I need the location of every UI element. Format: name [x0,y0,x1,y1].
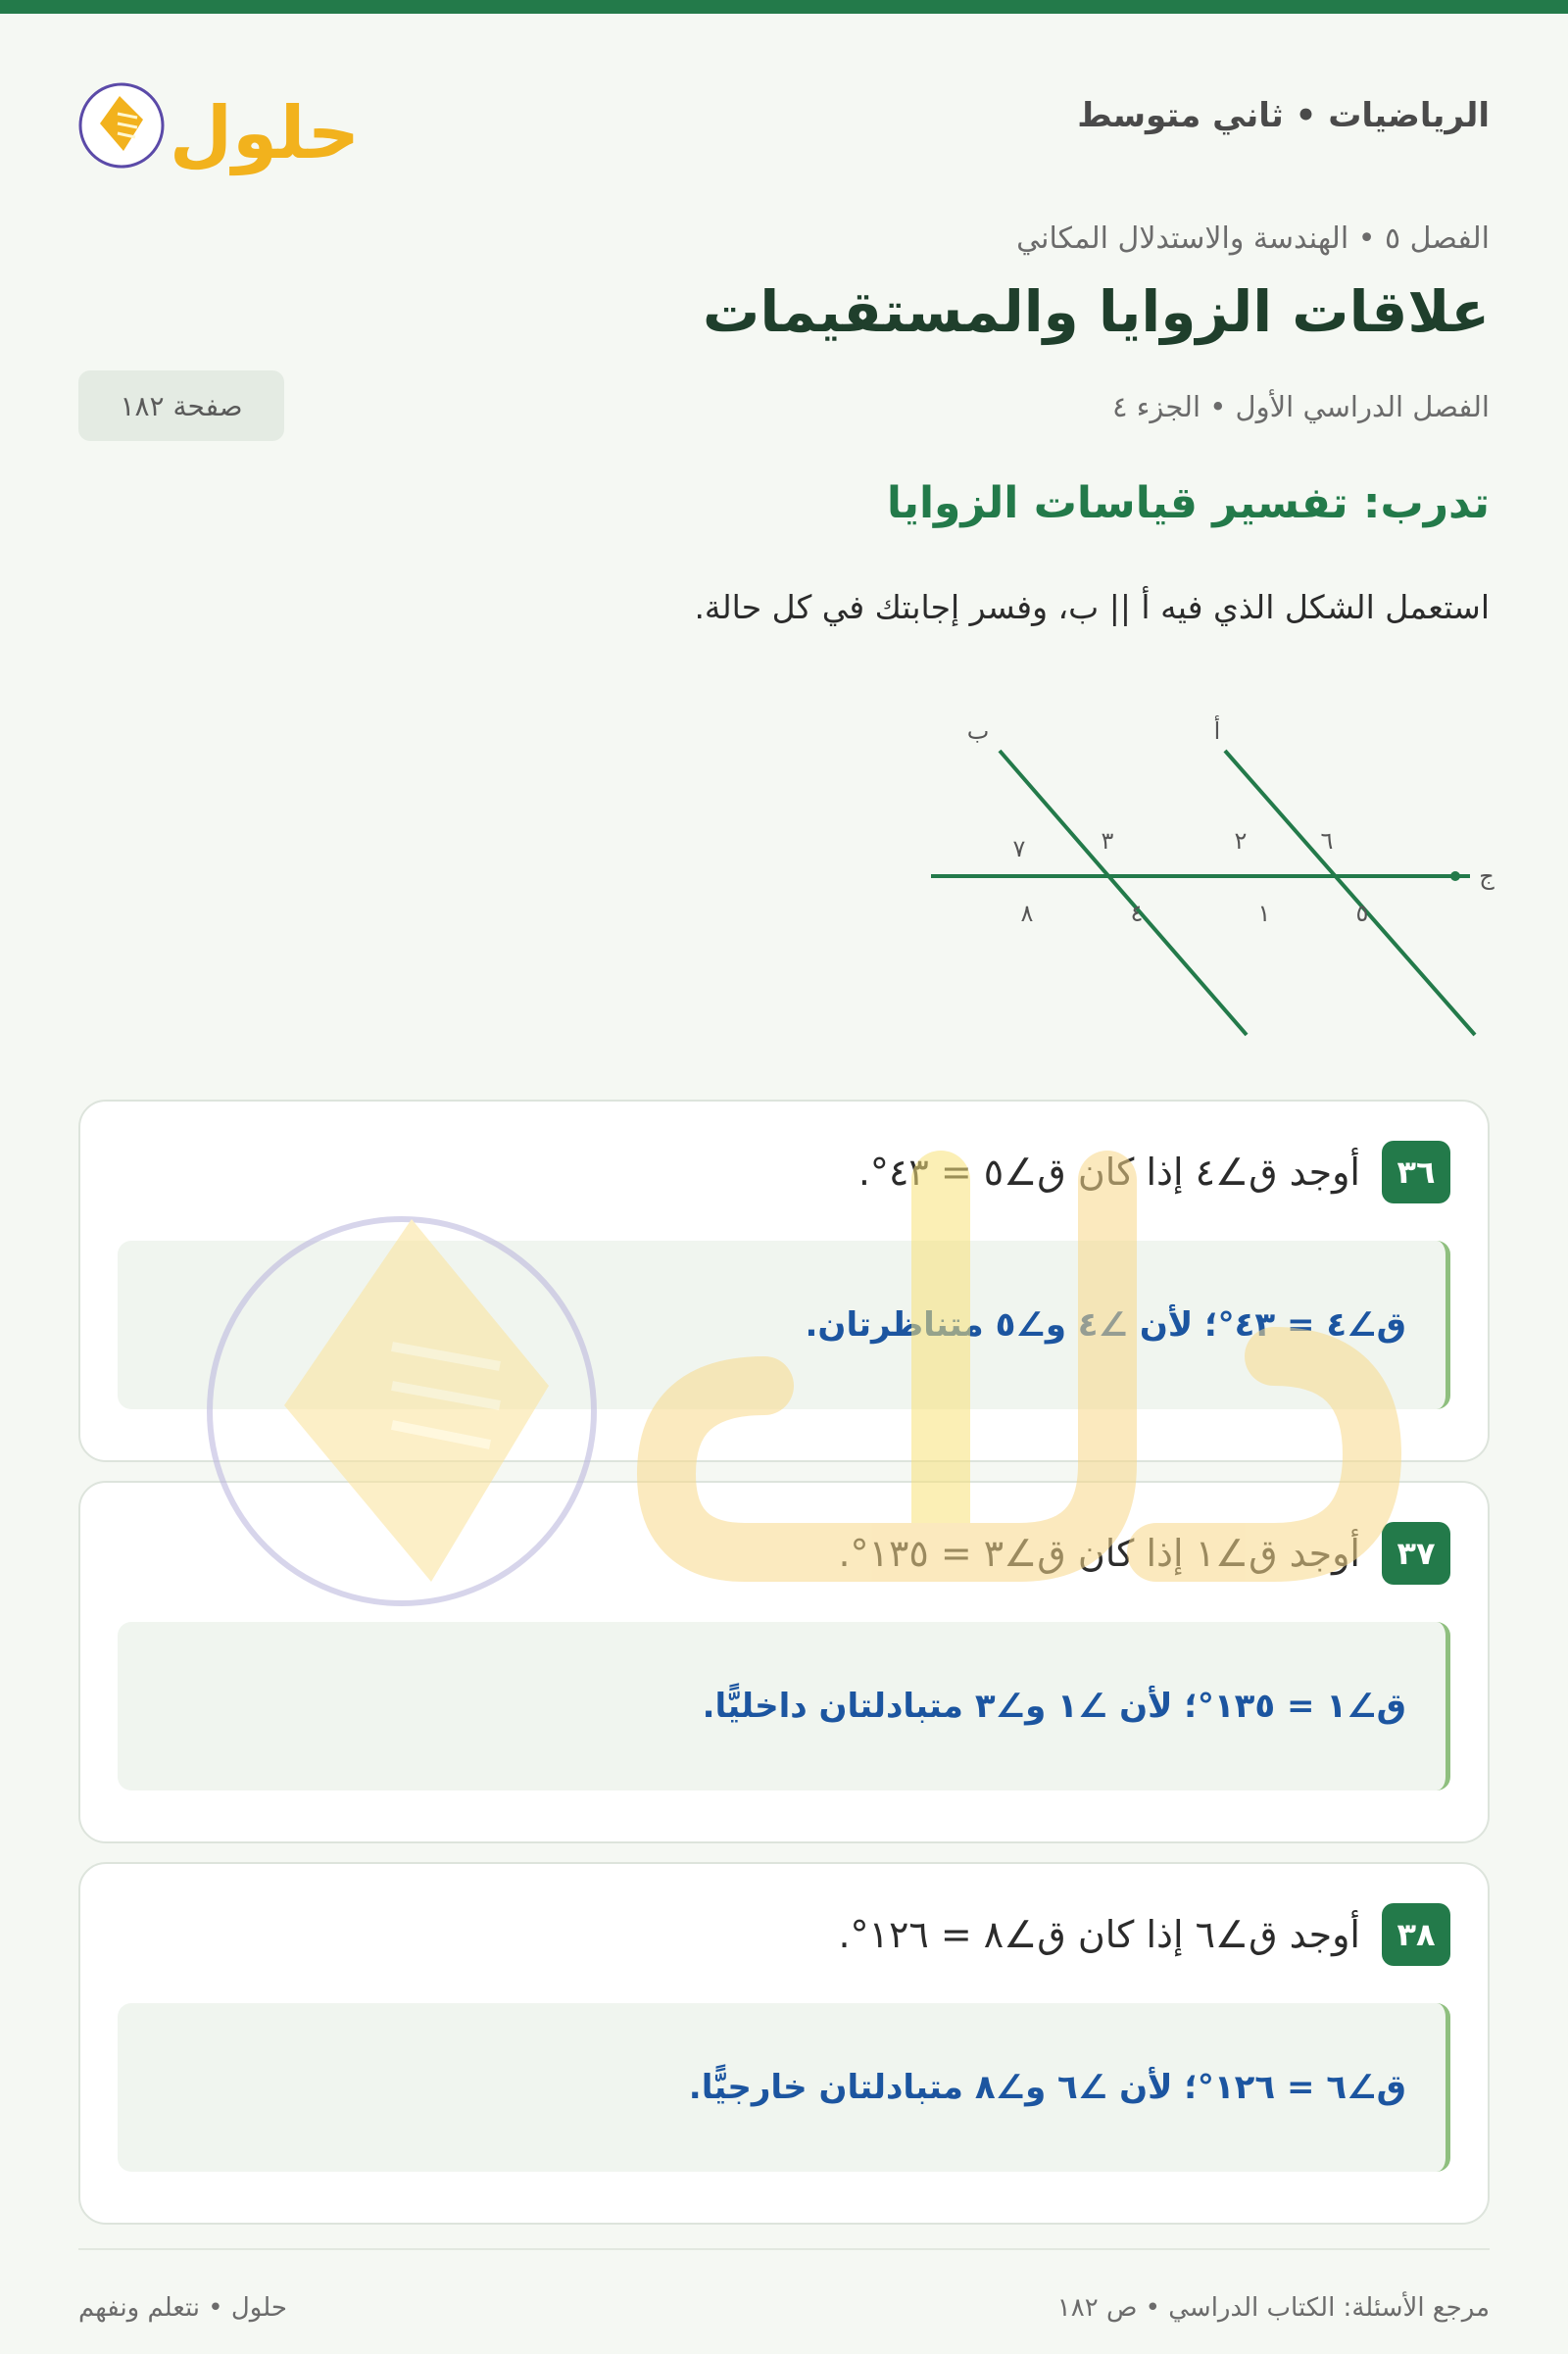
angle-label-2: ٢ [1234,827,1248,855]
transversal-arrow-icon [1450,871,1460,881]
label-line-b: ب [966,717,990,745]
chapter-label: الفصل ٥ • الهندسة والاستدلال المكاني [1016,221,1490,256]
angle-label-6: ٦ [1320,827,1334,855]
label-line-a: أ [1213,717,1221,745]
question-text: أوجد ق∠٤ إذا كان ق∠٥ = ٤٣°. [858,1151,1360,1194]
answer-box [118,2003,1450,2172]
answer-box [118,1622,1450,1790]
footer-reference: مرجع الأسئلة: الكتاب الدراسي • ص ١٨٢ [1056,2293,1490,2323]
answer-text: ق∠٤ = ٤٣°؛ لأن ∠٤ و∠٥ متناظرتان. [805,1305,1406,1345]
angle-label-7: ٧ [1012,835,1026,862]
question-card [78,1481,1490,1843]
footer-brand: حلول • نتعلم ونفهم [78,2293,287,2323]
instructions-text: استعمل الشكل الذي فيه أ || ب، وفسر إجابتك في كل حالة. [694,588,1490,626]
top-accent-bar [0,0,1568,14]
question-card [78,1862,1490,2225]
footer-divider [78,2248,1490,2250]
answer-text: ق∠٦ = ١٢٦°؛ لأن ∠٦ و∠٨ متبادلتان خارجيًّا. [688,2068,1406,2107]
angle-label-5: ٥ [1355,900,1369,927]
section-title: تدرب: تفسير قياسات الزوايا [886,478,1490,528]
subject-header: الرياضيات • ثاني متوسط [1077,96,1490,135]
question-text: أوجد ق∠٦ إذا كان ق∠٨ = ١٢٦°. [838,1913,1360,1956]
question-number-badge: ٣٦ [1382,1141,1450,1203]
angle-label-4: ٤ [1130,900,1144,927]
angle-label-8: ٨ [1020,900,1034,927]
line-a [1225,751,1475,1035]
page-number-badge: صفحة ١٨٢ [78,370,284,441]
question-number-badge: ٣٧ [1382,1522,1450,1585]
question-text: أوجد ق∠١ إذا كان ق∠٣ = ١٣٥°. [838,1532,1360,1575]
line-b [1000,751,1247,1035]
parallel-lines-diagram [902,700,1494,1062]
question-card [78,1100,1490,1462]
semester-label: الفصل الدراسي الأول • الجزء ٤ [1111,390,1490,423]
logo-text: حلول [169,91,361,175]
lesson-title: علاقات الزوايا والمستقيمات [703,278,1490,345]
label-line-c: ج [1479,862,1494,890]
page [78,14,1494,2354]
hulul-logo[interactable] [78,65,361,182]
answer-box [118,1241,1450,1409]
angle-label-1: ١ [1257,900,1271,927]
question-number-badge: ٣٨ [1382,1903,1450,1966]
answer-text: ق∠١ = ١٣٥°؛ لأن ∠١ و∠٣ متبادلتان داخليًّا. [702,1687,1406,1726]
angle-label-3: ٣ [1101,827,1114,855]
